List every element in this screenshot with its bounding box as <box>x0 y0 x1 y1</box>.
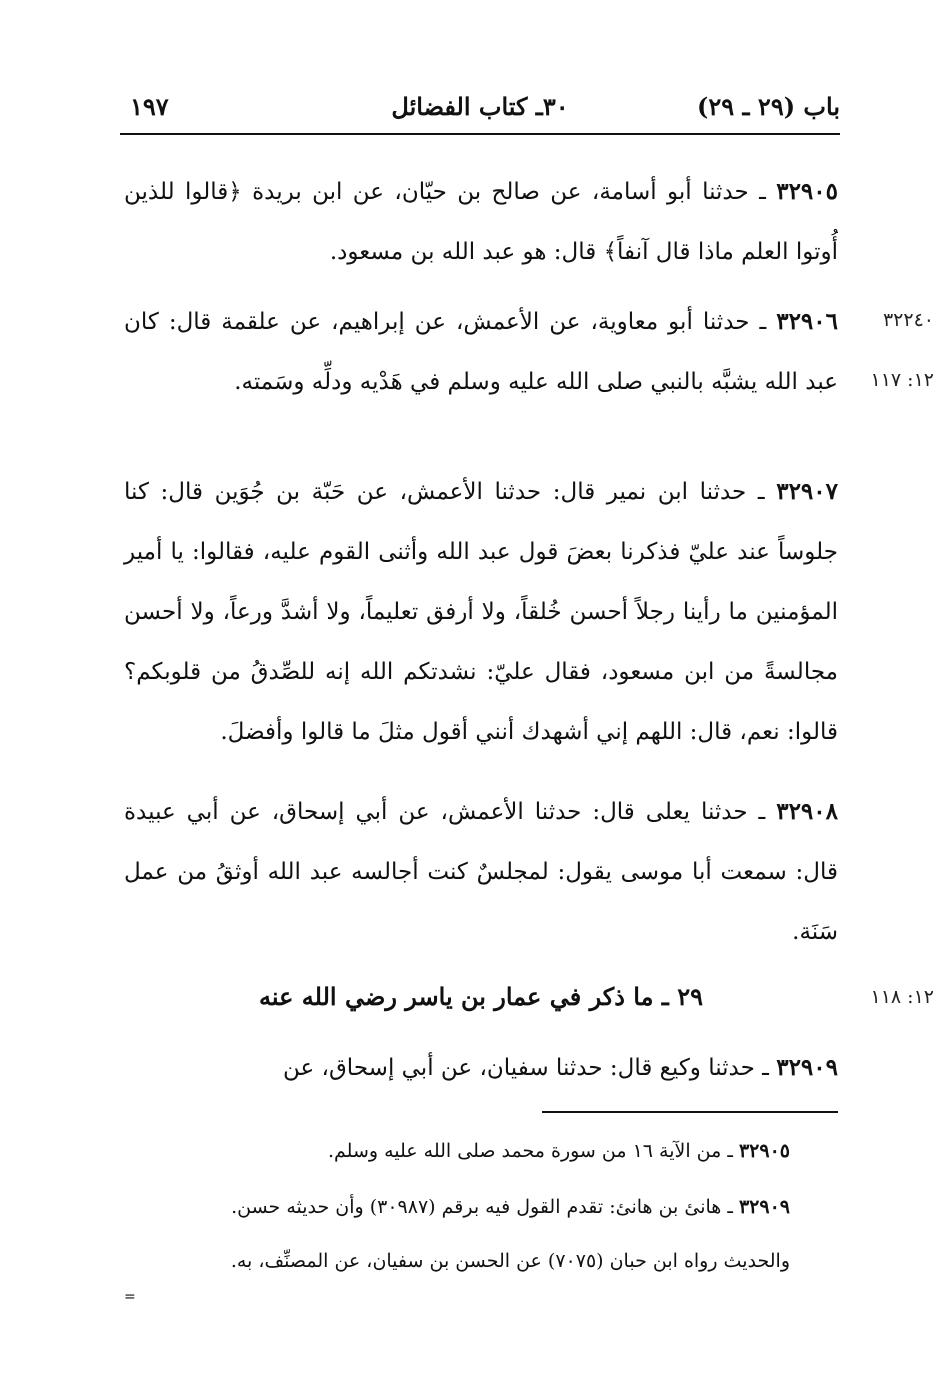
footnote-continuation <box>124 1248 790 1274</box>
header-rule <box>120 133 840 135</box>
margin-note-edition-number: ٣٢٢٤٠ <box>882 309 934 331</box>
chapter-range: باب (٢٩ ـ ٢٩) <box>697 92 840 121</box>
section-heading: ٢٩ ـ ما ذكر في عمار بن ياسر رضي الله عنه <box>259 982 703 1011</box>
footnote-32905 <box>124 1138 790 1164</box>
footnote-text: ـ من الآية ١٦ من سورة محمد صلى الله عليه وسلم. <box>327 1140 739 1162</box>
hadith-32906 <box>124 292 838 412</box>
footnote-text: ـ هانئ بن هانئ: تقدم القول فيه برقم (٣٠٩٨٧) وأن حديثه حسن. <box>231 1196 739 1218</box>
page-header <box>120 82 840 134</box>
footnote-rule <box>542 1111 838 1113</box>
hadith-text: ـ حدثنا أبو معاوية، عن الأعمش، عن إبراهيم، عن علقمة قال: كان عبد الله يشبَّه بالنبي صلى الله عليه وسلم في هَدْيه ودلِّه وسَمته. <box>124 309 838 395</box>
hadith-number: ٣٢٩٠٧ <box>776 478 838 505</box>
hadith-number: ٣٢٩٠٦ <box>776 308 838 335</box>
hadith-text: ـ حدثنا أبو أسامة، عن صالح بن حيّان، عن ابن بريدة ﴿قالوا للذين أُوتوا العلم ماذا قال آنفاً﴾ قال: هو عبد الله بن مسعود. <box>124 179 838 265</box>
hadith-number: ٣٢٩٠٩ <box>776 1054 838 1081</box>
hadith-text: ـ حدثنا ابن نمير قال: حدثنا الأعمش، عن حَبّة بن جُوَين قال: كنا جلوساً عند عليّ فذكرنا بعضَ قول عبد الله وأثنى القوم عليه، فقالوا: يا أمير المؤمنين ما رأينا رجلاً أحسن خُلقاً، ولا أرفق تعليماً، ولا أشدَّ ورعاً، ولا أحسن مجالسةً من ابن مسعود، فقال عليّ: نشدتكم الله إنه للصِّدقُ من قلوبكم؟ قالوا: نعم، قال: اللهم إني أشهدك أنني أقول مثلَ ما قالوا وأفضلَ. <box>124 479 838 745</box>
book-title: ٣٠ـ كتاب الفضائل <box>391 92 569 121</box>
hadith-32909 <box>124 1038 838 1098</box>
hadith-32905 <box>124 162 838 282</box>
hadith-32907 <box>124 462 838 762</box>
hadith-number: ٣٢٩٠٨ <box>776 798 838 825</box>
footnote-number: ٣٢٩٠٩ <box>738 1196 790 1218</box>
hadith-text: ـ حدثنا وكيع قال: حدثنا سفيان، عن أبي إسحاق، عن <box>283 1055 777 1081</box>
hadith-text: ـ حدثنا يعلى قال: حدثنا الأعمش، عن أبي إسحاق، عن أبي عبيدة قال: سمعت أبا موسى يقول: لمجلسٌ كنت أجالسه عبد الله أوثقُ من عمل سَنَة. <box>124 799 838 945</box>
hadith-number: ٣٢٩٠٥ <box>776 178 838 205</box>
margin-note-volume-page: ١٢: ١١٨ <box>870 986 934 1008</box>
page-number: ١٩٧ <box>130 92 169 121</box>
footnote-text: والحديث رواه ابن حبان (٧٠٧٥) عن الحسن بن سفيان، عن المصنِّف، به. <box>230 1250 790 1272</box>
margin-note-volume-page: ١٢: ١١٧ <box>870 369 934 391</box>
hadith-32908 <box>124 782 838 962</box>
footnote-number: ٣٢٩٠٥ <box>738 1140 790 1162</box>
footnote-32909 <box>124 1194 790 1220</box>
continuation-mark: = <box>124 1289 136 1305</box>
